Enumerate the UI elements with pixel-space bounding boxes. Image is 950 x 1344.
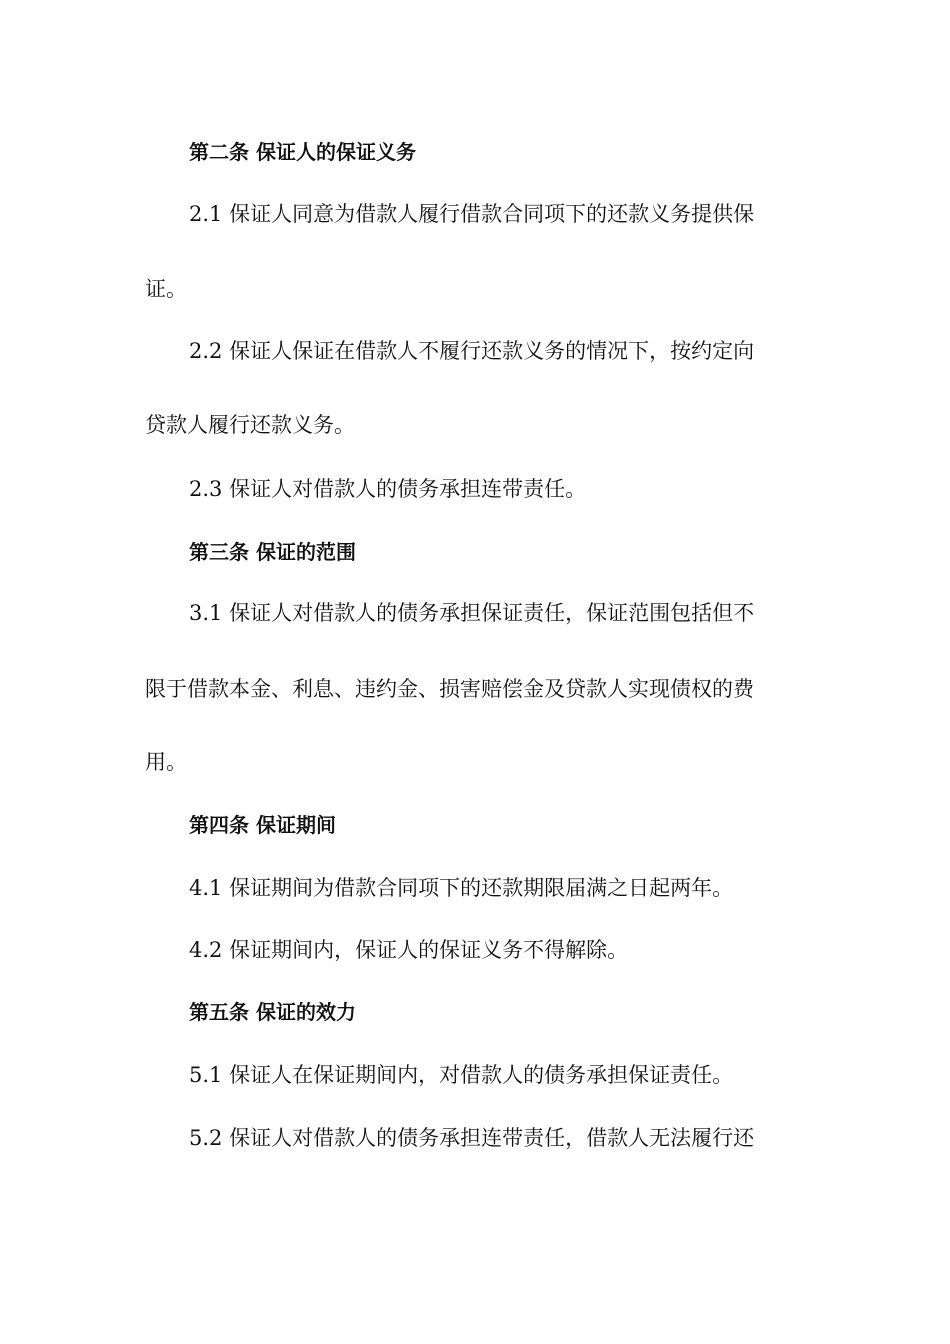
clause-2-2: 2.2 保证人保证在借款人不履行还款义务的情况下，按约定向 <box>189 339 755 363</box>
clause-3-1-continued: 限于借款本金、利息、违约金、损害赔偿金及贷款人实现债权的费 <box>145 677 754 701</box>
section-heading-2: 第二条 保证人的保证义务 <box>189 140 416 164</box>
clause-4-1: 4.1 保证期间为借款合同项下的还款期限届满之日起两年。 <box>189 876 734 900</box>
clause-4-2: 4.2 保证期间内，保证人的保证义务不得解除。 <box>189 938 629 962</box>
section-heading-5: 第五条 保证的效力 <box>189 1000 356 1024</box>
clause-5-1: 5.1 保证人在保证期间内，对借款人的债务承担保证责任。 <box>189 1063 734 1087</box>
clause-2-3: 2.3 保证人对借款人的债务承担连带责任。 <box>189 477 587 501</box>
clause-3-1-continued-2: 用。 <box>145 750 187 774</box>
section-heading-3: 第三条 保证的范围 <box>189 540 356 564</box>
clause-2-1: 2.1 保证人同意为借款人履行借款合同项下的还款义务提供保 <box>189 202 755 226</box>
clause-2-2-continued: 贷款人履行还款义务。 <box>145 413 355 437</box>
clause-2-1-continued: 证。 <box>145 277 187 301</box>
clause-5-2: 5.2 保证人对借款人的债务承担连带责任，借款人无法履行还 <box>189 1126 755 1150</box>
section-heading-4: 第四条 保证期间 <box>189 813 336 837</box>
clause-3-1: 3.1 保证人对借款人的债务承担保证责任，保证范围包括但不 <box>189 601 755 625</box>
